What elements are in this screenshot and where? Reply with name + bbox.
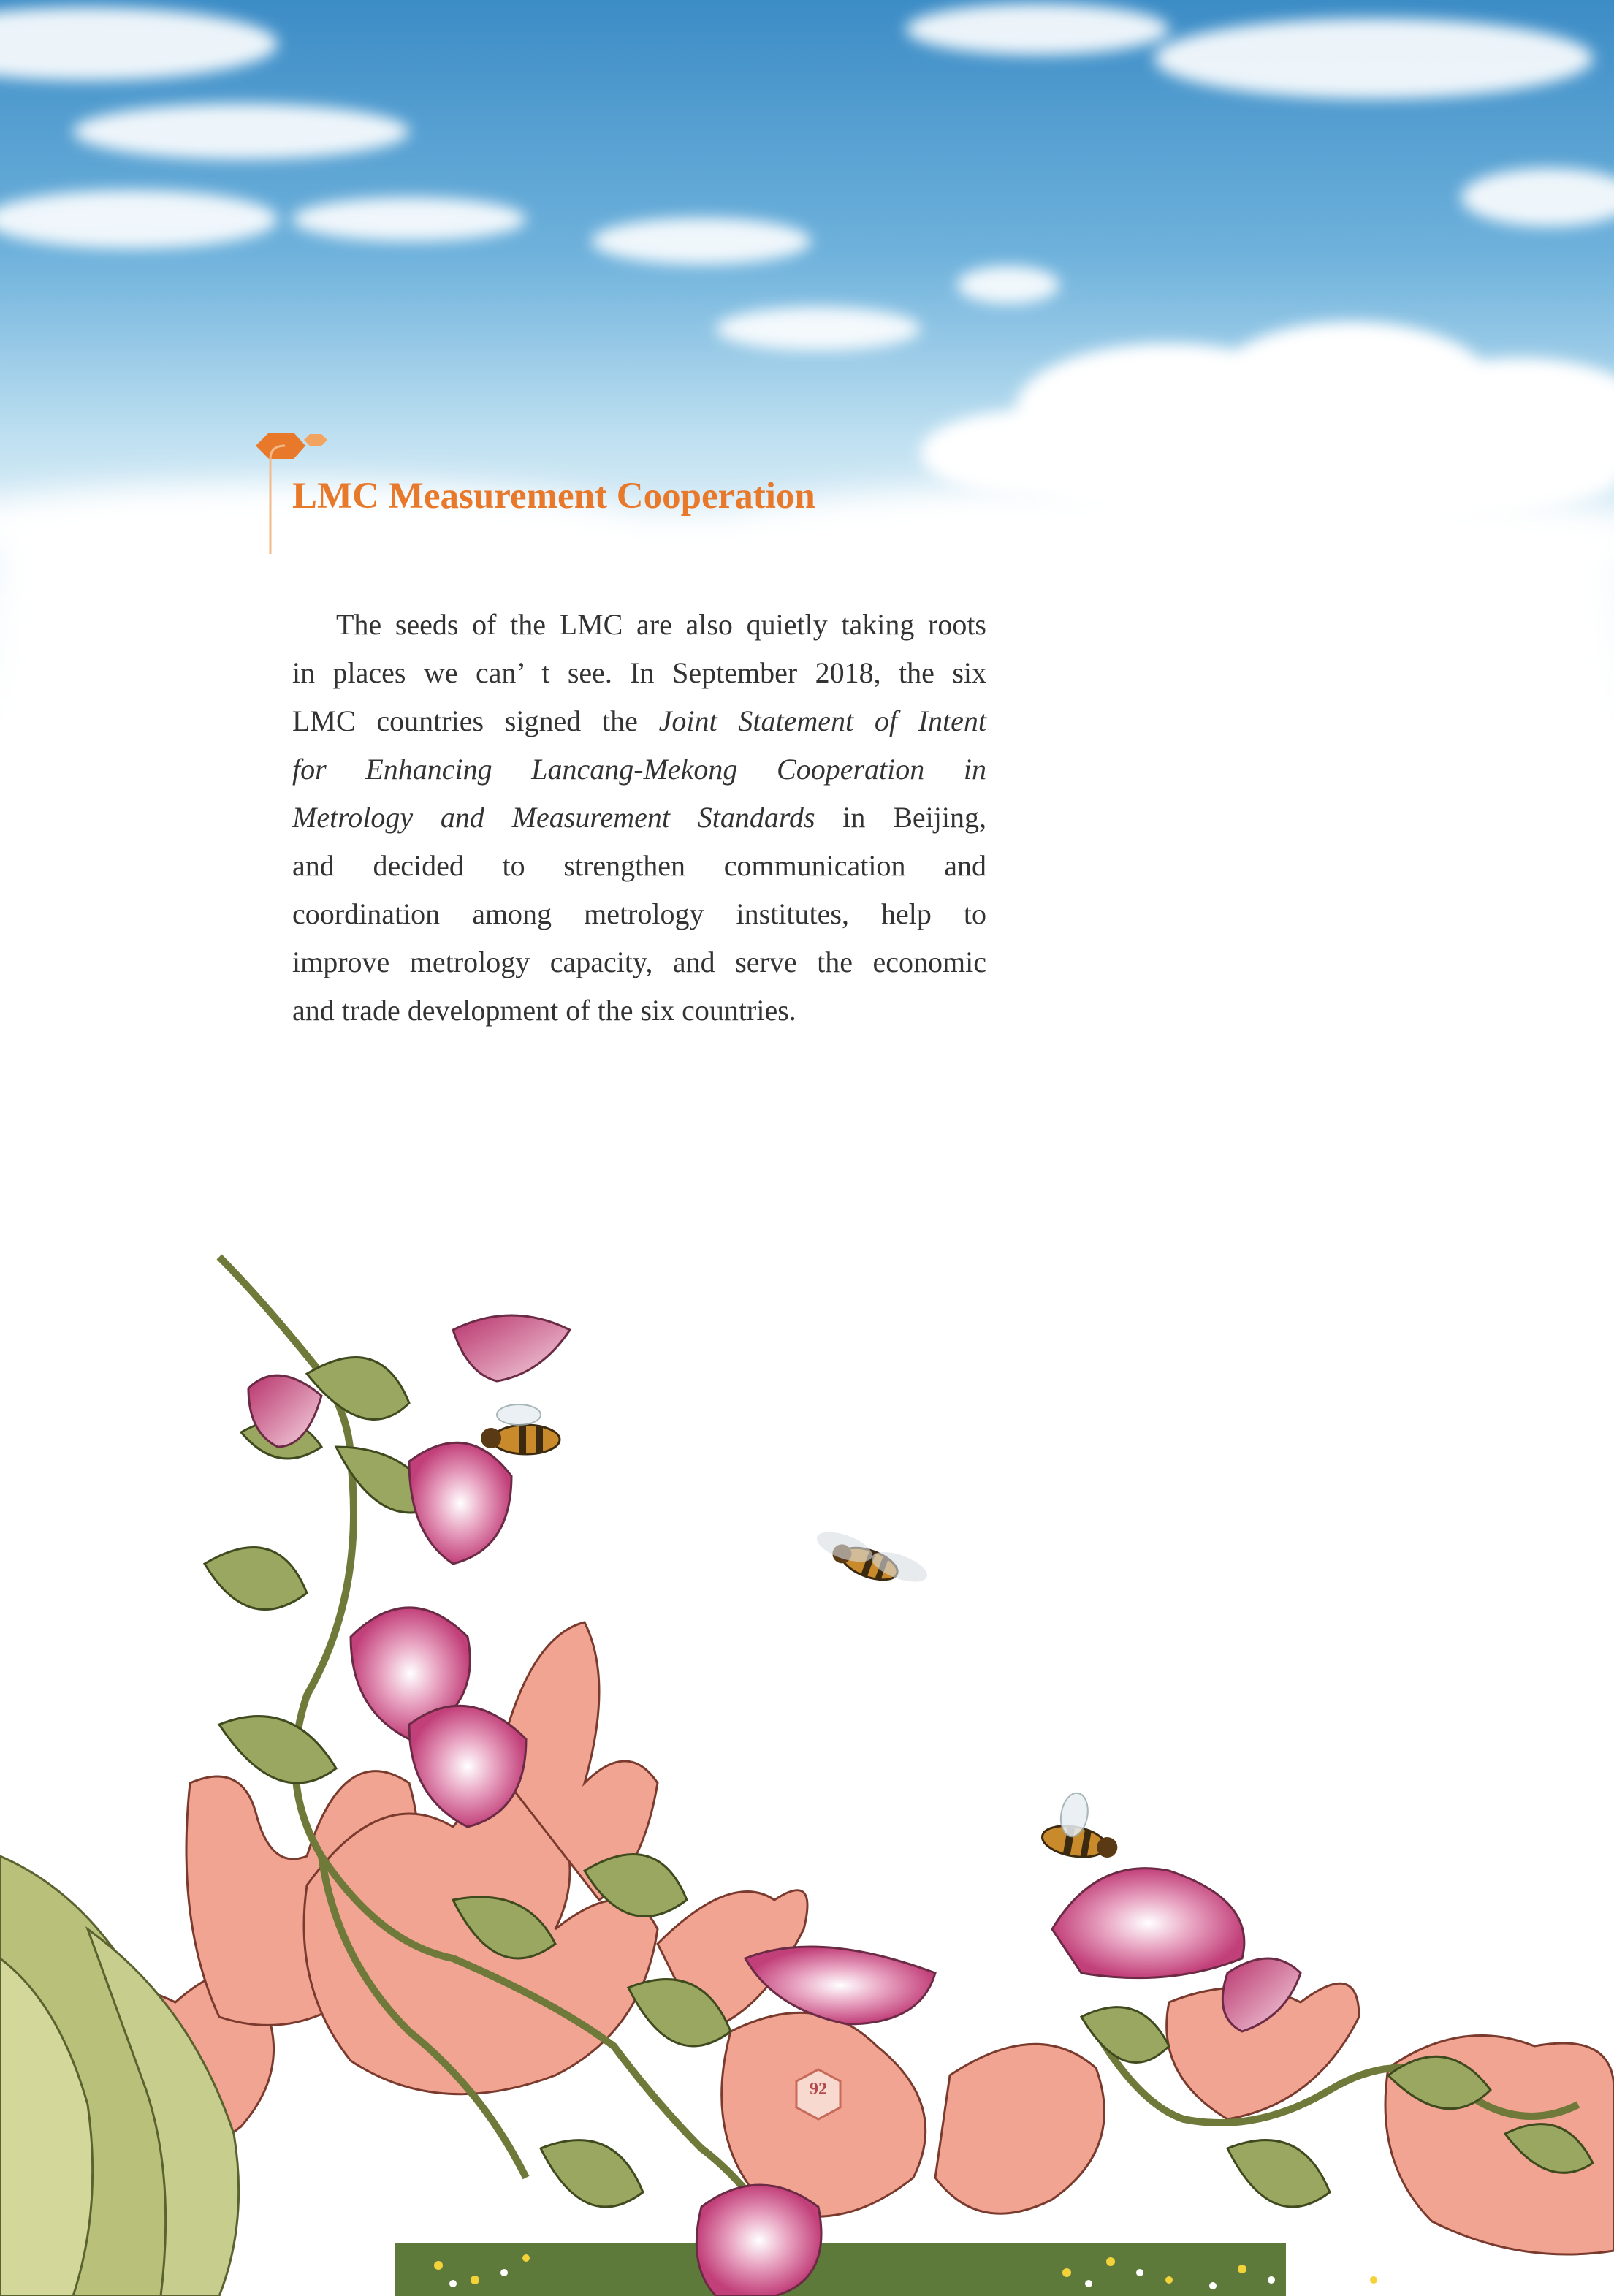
meadow bbox=[395, 2243, 1377, 2296]
body-paragraph bbox=[292, 601, 986, 1035]
text-line bbox=[292, 745, 986, 794]
text-line: The seeds of the LMC are also quietly taking roots bbox=[336, 608, 986, 641]
text-line: in places we can’ t see. In September 2018, the six bbox=[292, 656, 986, 689]
bee-icon bbox=[1040, 1788, 1125, 1863]
page-number-badge bbox=[789, 2065, 848, 2124]
document-title-italic: Joint Statement of Intent bbox=[658, 704, 986, 737]
section-header bbox=[241, 430, 899, 561]
document-title-italic: for Enhancing Lancang-Mekong Cooperation in bbox=[292, 753, 986, 786]
text-run: in Beijing, bbox=[815, 801, 986, 834]
bee-icon bbox=[810, 1526, 931, 1596]
text-line: improve metrology capacity, and serve the economic bbox=[292, 946, 986, 978]
text-line bbox=[292, 697, 986, 745]
bee-icon bbox=[481, 1404, 560, 1454]
document-title-italic: Metrology and Measurement Standards bbox=[292, 801, 815, 834]
page-number: 92 bbox=[810, 2080, 827, 2099]
text-line: and decided to strengthen communication and bbox=[292, 849, 986, 882]
hands-flowers-illustration bbox=[0, 1228, 1614, 2296]
text-line: coordination among metrology institutes, help to bbox=[292, 897, 986, 930]
text-run: LMC countries signed the bbox=[292, 704, 659, 737]
text-line bbox=[292, 794, 986, 842]
text-line: and trade development of the six countries. bbox=[292, 994, 796, 1027]
section-title: LMC Measurement Cooperation bbox=[292, 476, 815, 517]
